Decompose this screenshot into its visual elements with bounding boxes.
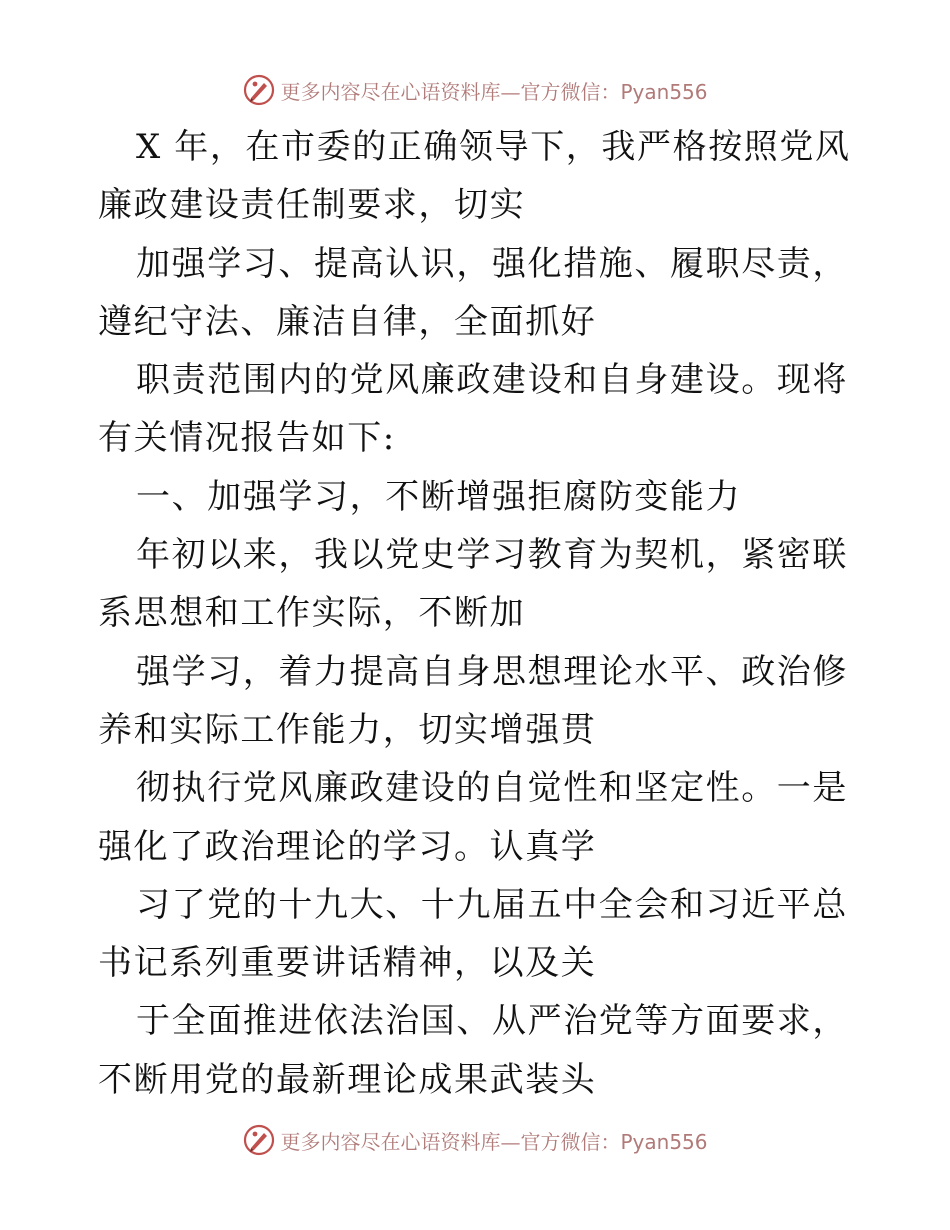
- paragraph: 职责范围内的党风廉政建设和自身建设。现将有关情况报告如下:: [98, 360, 848, 459]
- paragraph: 加强学习、提高认识，强化措施、履职尽责，遵纪守法、廉洁自律，全面抓好: [98, 243, 848, 342]
- watermark-prefix: 更多内容尽在心语资料库—官方微信：: [280, 79, 621, 104]
- watermark-text: [280, 76, 707, 105]
- section-heading: 一、加强学习，不断增强拒腐防变能力: [136, 476, 742, 517]
- footer-watermark: [0, 1120, 950, 1160]
- watermark-text: [280, 1126, 707, 1155]
- paragraph: 强学习，着力提高自身思想理论水平、政治修养和实际工作能力，切实增强贯: [98, 651, 848, 750]
- pen-logo-icon: [242, 1123, 276, 1157]
- paragraph: X 年，在市委的正确领导下，我严格按照党风廉政建设责任制要求，切实: [98, 127, 851, 226]
- paragraph: 彻执行党风廉政建设的自觉性和坚定性。一是强化了政治理论的学习。认真学: [98, 768, 848, 867]
- pen-logo-icon: [242, 73, 276, 107]
- watermark-prefix: 更多内容尽在心语资料库—官方微信：: [280, 1129, 621, 1154]
- header-watermark: [0, 70, 950, 110]
- paragraph: 年初以来，我以党史学习教育为契机，紧密联系思想和工作实际，不断加: [98, 535, 848, 634]
- watermark-account: Pyan556: [620, 1129, 708, 1154]
- watermark-account: Pyan556: [620, 79, 708, 104]
- paragraph: 于全面推进依法治国、从严治党等方面要求，不断用党的最新理论成果武装头: [98, 1001, 848, 1100]
- paragraph: 习了党的十九大、十九届五中全会和习近平总书记系列重要讲话精神，以及关: [98, 884, 848, 984]
- document-body: [98, 118, 858, 1109]
